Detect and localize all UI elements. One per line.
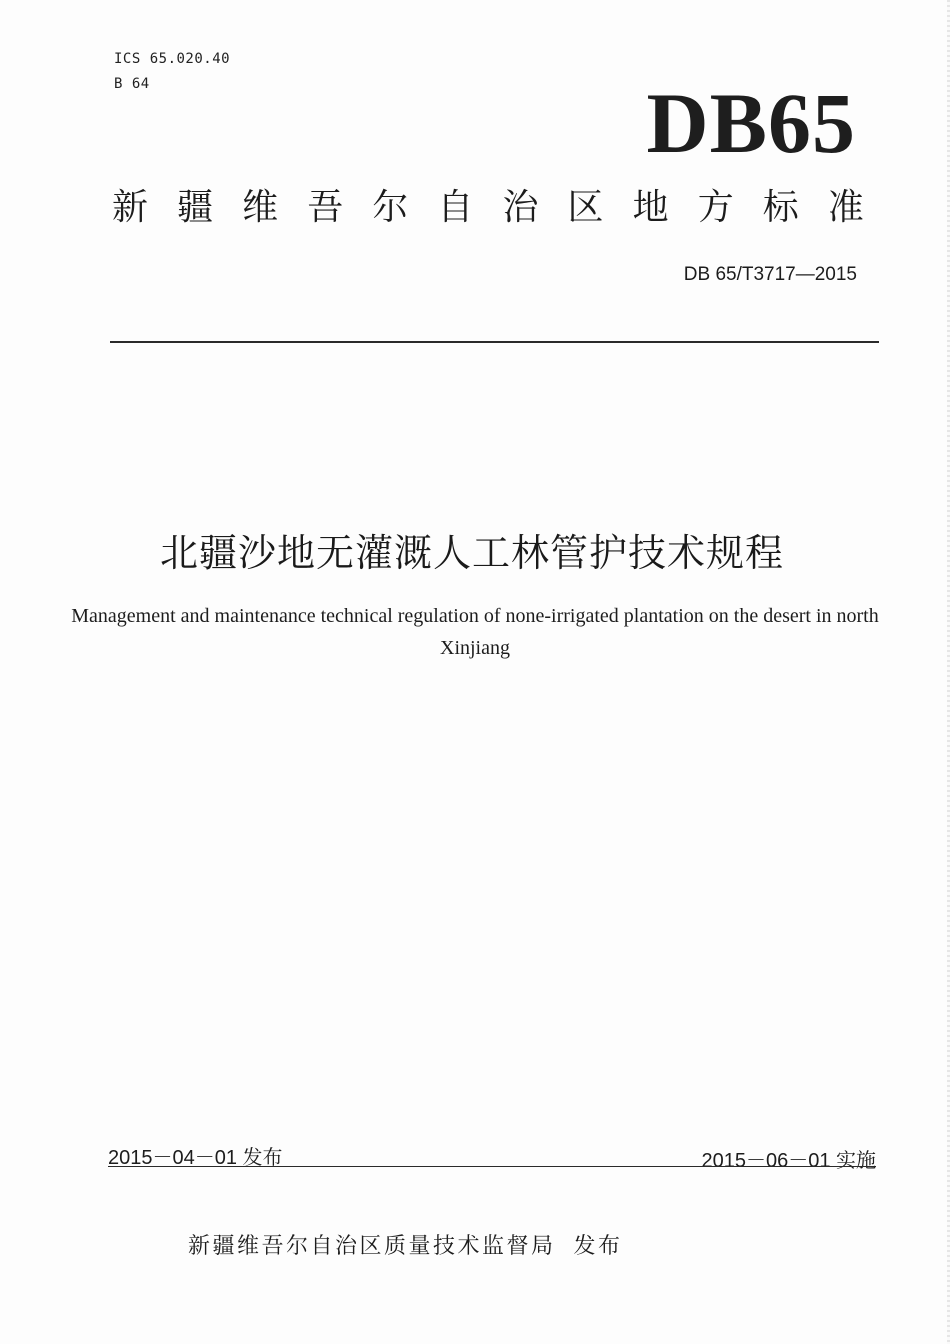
issuer-name: 新疆维吾尔自治区质量技术监督局 [188, 1234, 556, 1259]
standard-type-char: 自 [437, 187, 474, 228]
standard-number: DB 65/T3717—2015 [683, 264, 857, 285]
standard-type-char: 准 [827, 187, 864, 228]
classification-code: B 64 [114, 76, 150, 92]
standard-type-char: 地 [632, 187, 669, 228]
footer-divider [108, 1166, 876, 1167]
issue-date: 2015－04－01 发布 [108, 1147, 283, 1169]
standard-type-heading [112, 187, 864, 228]
issuing-authority [188, 1229, 623, 1260]
standard-type-char: 治 [502, 187, 539, 228]
standard-type-char: 新 [112, 187, 149, 228]
issuer-action: 发布 [573, 1234, 623, 1259]
standard-type-char: 标 [762, 187, 799, 228]
standard-type-char: 区 [567, 187, 604, 228]
standard-logo: DB65 [646, 75, 856, 171]
standard-type-char: 维 [242, 187, 279, 228]
standard-type-char: 尔 [372, 187, 409, 228]
chinese-title [0, 522, 950, 577]
header-divider [110, 341, 879, 343]
standard-type-char: 疆 [177, 187, 214, 228]
chinese-title-text: 北疆沙地无灌溉人工林管护技术规程 [159, 531, 784, 575]
implementation-date: 2015－06－01 实施 [701, 1150, 876, 1172]
standard-type-char: 吾 [307, 187, 344, 228]
ics-code: ICS 65.020.40 [114, 51, 231, 67]
english-title: Management and maintenance technical regulation of none-irrigated plantation on the desert in north Xinjiang [71, 605, 879, 659]
standard-type-char: 方 [697, 187, 734, 228]
